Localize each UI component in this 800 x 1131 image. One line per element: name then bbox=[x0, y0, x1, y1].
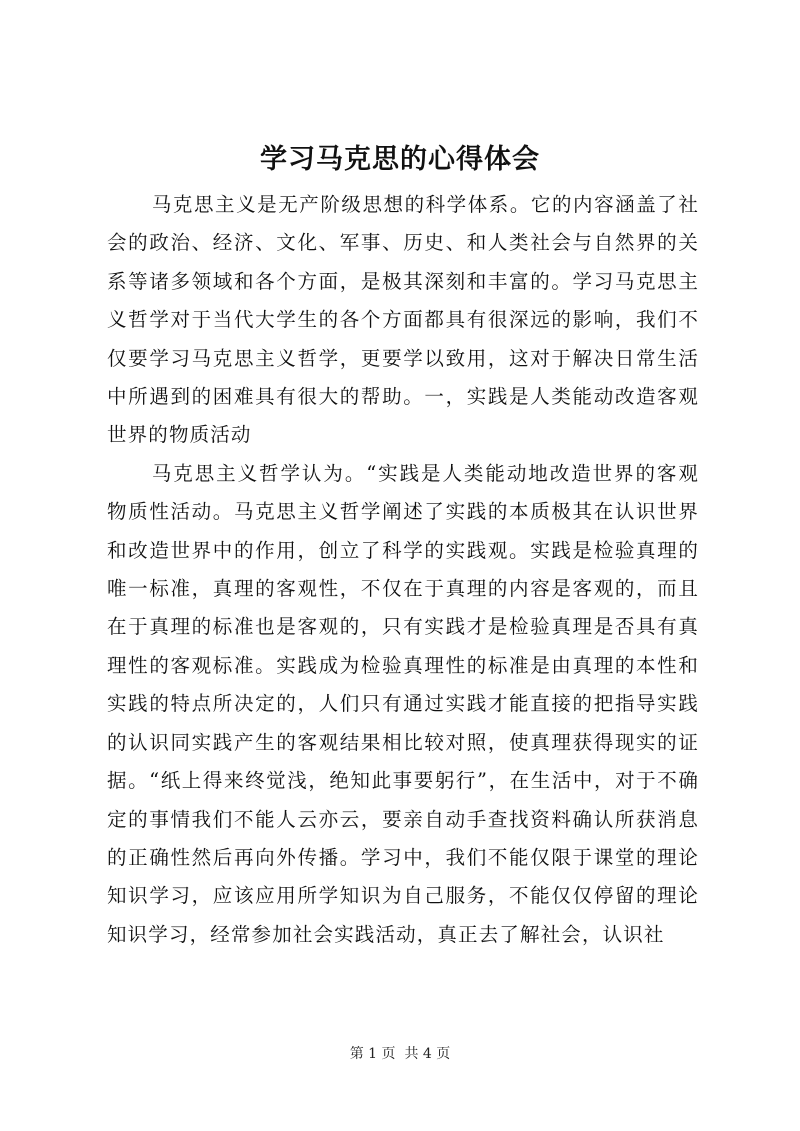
page-total: 共 4 页 bbox=[404, 1046, 451, 1062]
paragraph: 马克思主义哲学认为。“实践是人类能动地改造世界的客观物质性活动。马克思主义哲学阐述了实践的本质极其在认识世界和改造世界中的作用，创立了科学的实践观。实践是检验真理的唯一标准，真理的客观性，不仅在于真理的内容是客观的，而且在于真理的标准也是客观的，只有实践才是检验真理是否具有真理性的客观标准。实践成为检验真理性的标准是由真理的本性和实践的特点所决定的，人们只有通过实践才能直接的把指导实践的认识同实践产生的客观结果相比较对照，使真理获得现实的证据。“纸上得来终觉浅，绝知此事要躬行”，在生活中，对于不确定的事情我们不能人云亦云，要亲自动手查找资料确认所获消息的正确性然后再向外传播。学习中，我们不能仅限于课堂的理论知识学习，应该应用所学知识为自己服务，不能仅仅停留的理论知识学习，经常参加社会实践活动，真正去了解社会，认识社 bbox=[107, 461, 699, 946]
document-title: 学习马克思的心得体会 bbox=[260, 144, 540, 175]
page-footer bbox=[0, 1044, 800, 1064]
document-body bbox=[107, 186, 699, 954]
paragraph: 马克思主义是无产阶级思想的科学体系。它的内容涵盖了社会的政治、经济、文化、军事、历史、和人类社会与自然界的关系等诸多领域和各个方面，是极其深刻和丰富的。学习马克思主义哲学对于当代大学生的各个方面都具有很深远的影响，我们不仅要学习马克思主义哲学，更要学以致用，这对于解决日常生活中所遇到的困难具有很大的帮助。一，实践是人类能动改造客观世界的物质活动 bbox=[107, 193, 699, 447]
page-number: 第 1 页 bbox=[349, 1046, 396, 1062]
